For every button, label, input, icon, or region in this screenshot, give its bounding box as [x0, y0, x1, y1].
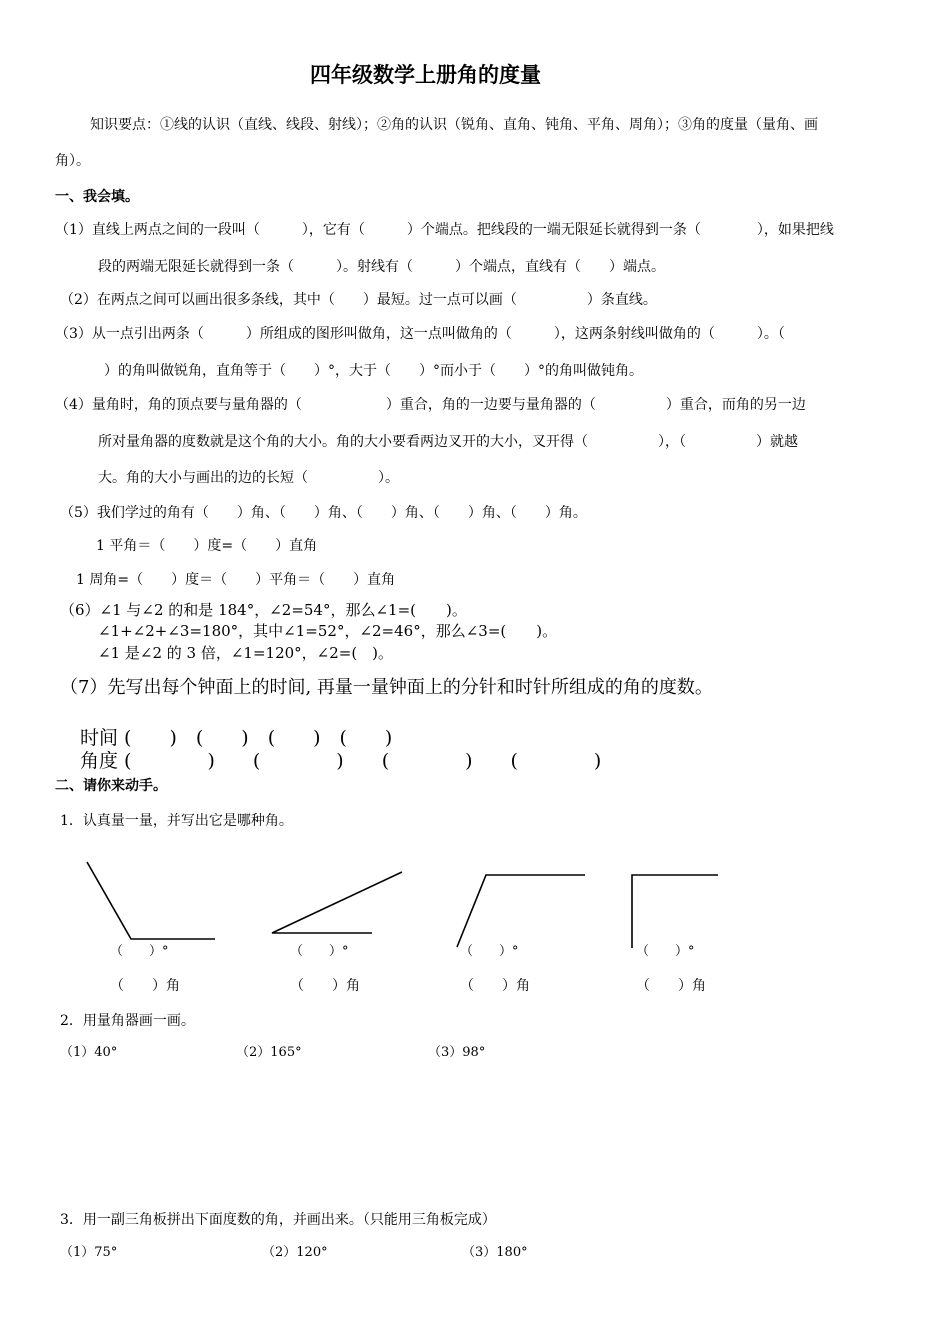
figure-3-kind-blank: （ ）角: [460, 978, 530, 994]
q6-line-1: （6）∠1 与∠2 的和是 184°，∠2=54°，那么∠1=( )。: [60, 601, 467, 619]
figure-3-degree-blank: （ ）°: [460, 944, 519, 959]
q6-line-3: ∠1 是∠2 的 3 倍，∠1=120°，∠2=( )。: [98, 644, 394, 662]
s2-q2-text: 2．用量角器画一画。: [60, 1013, 195, 1029]
section-1-heading: 一、我会填。: [55, 189, 139, 205]
angle-figure-2: [272, 872, 402, 933]
q1-line-2: 段的两端无限延长就得到一条（ ）。射线有（ ）个端点，直线有（ ）端点。: [98, 259, 665, 275]
s2-q2-item-1: （1）40°: [60, 1045, 118, 1060]
q4-line-1: （4）量角时，角的顶点要与量角器的（ ）重合，角的一边要与量角器的（ ）重合，而角的另一边: [55, 397, 806, 413]
q5-line-3: 1 周角=（ ）度＝（ ）平角＝（ ）直角: [76, 572, 396, 588]
s2-q1-text: 1．认真量一量，并写出它是哪种角。: [60, 813, 293, 829]
angle-figure-3: [457, 875, 585, 947]
s2-q3-item-2: （2）120°: [262, 1245, 328, 1260]
section-2-heading: 二、请你来动手。: [55, 778, 167, 794]
s2-q3-item-3: （3）180°: [462, 1245, 528, 1260]
figure-4-degree-blank: （ ）°: [636, 944, 695, 959]
s2-q2-item-2: （2）165°: [236, 1045, 302, 1060]
angle-figure-4: [632, 875, 718, 948]
figure-2-degree-blank: （ ）°: [290, 944, 349, 959]
q7-time-row: 时间 ( ) ( ) ( ) ( ): [80, 727, 393, 749]
figure-2-kind-blank: （ ）角: [290, 978, 360, 994]
figure-1-kind-blank: （ ）角: [110, 978, 180, 994]
q7-angle-row: 角度 ( ) ( ) ( ) ( ): [80, 750, 602, 772]
q5-line-2: 1 平角＝（ ）度=（ ）直角: [96, 538, 318, 554]
q3-line-2: ）的角叫做锐角，直角等于（ ）°，大于（ ）°而小于（ ）°的角叫做钝角。: [104, 363, 643, 379]
figure-1-degree-blank: （ ）°: [110, 944, 169, 959]
q7-text: （7）先写出每个钟面上的时间, 再量一量钟面上的分针和时针所组成的角的度数。: [60, 677, 713, 698]
s2-q3-text: 3．用一副三角板拼出下面度数的角，并画出来。（只能用三角板完成）: [60, 1212, 496, 1228]
q5-line-1: （5）我们学过的角有（ ）角、（ ）角、（ ）角、（ ）角、（ ）角。: [60, 505, 587, 521]
q3-line-1: （3）从一点引出两条（ ）所组成的图形叫做角，这一点叫做角的（ ），这两条射线叫做角的（ ）。（: [55, 326, 785, 342]
page-title: 四年级数学上册角的度量: [310, 62, 541, 87]
intro-line-2: 角）。: [55, 153, 90, 169]
q2-text: （2）在两点之间可以画出很多条线，其中（ ）最短。过一点可以画（ ）条直线。: [60, 292, 657, 308]
figure-4-kind-blank: （ ）角: [636, 978, 706, 994]
angle-figure-1: [87, 862, 215, 939]
q6-line-2: ∠1+∠2+∠3=180°，其中∠1=52°，∠2=46°，那么∠3=( )。: [98, 622, 558, 640]
q4-line-2: 所对量角器的度数就是这个角的大小。角的大小要看两边叉开的大小，叉开得（ ），（ ）就越: [98, 434, 798, 450]
s2-q3-item-1: （1）75°: [60, 1245, 118, 1260]
intro-line-1: 知识要点：①线的认识（直线、线段、射线）；②角的认识（锐角、直角、钝角、平角、周角）；③角的度量（量角、画: [90, 117, 818, 133]
s2-q2-item-3: （3）98°: [428, 1045, 486, 1060]
q1-line-1: （1）直线上两点之间的一段叫（ ），它有（ ）个端点。把线段的一端无限延长就得到一条（ ），如果把线: [55, 222, 834, 238]
q4-line-3: 大。角的大小与画出的边的长短（ ）。: [98, 470, 399, 486]
